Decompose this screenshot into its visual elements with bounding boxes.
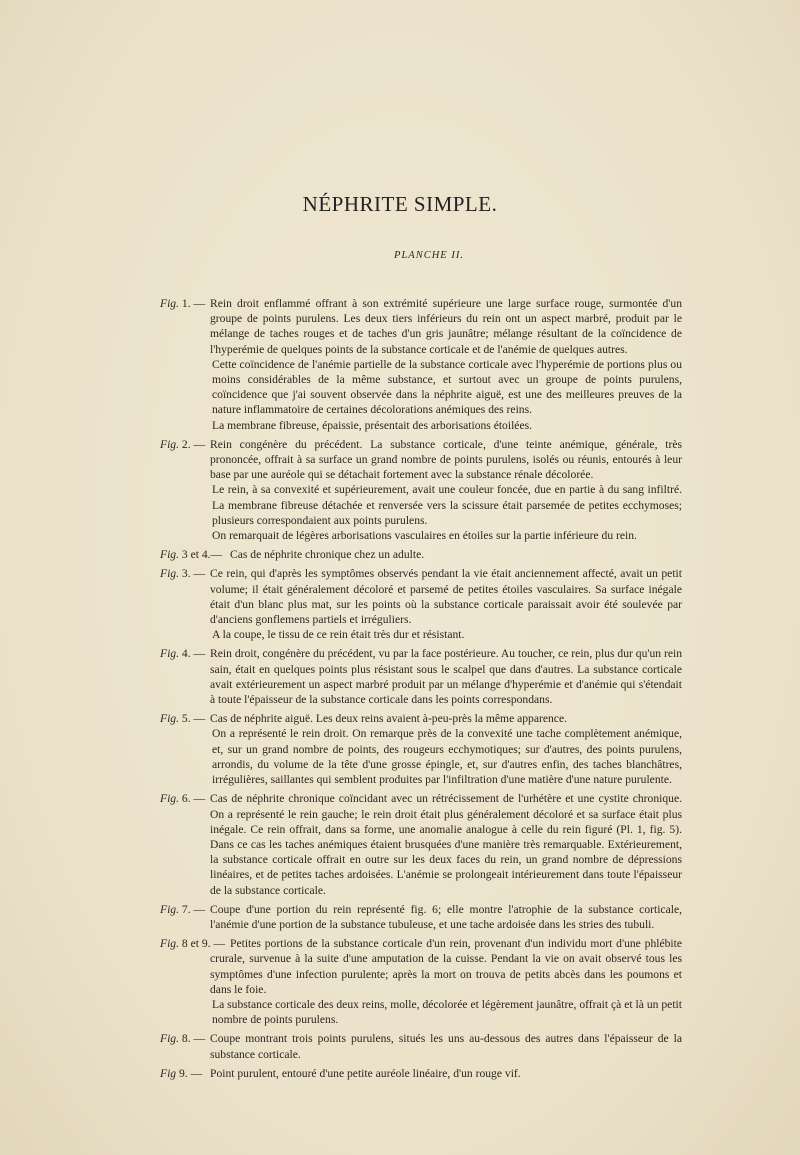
figure-label [160, 547, 222, 562]
figure-paragraph: Point purulent, entouré d'une petite auréole linéaire, d'un rouge vif. [210, 1066, 521, 1080]
figure-abbrev: Fig [160, 1066, 179, 1080]
figure-paragraph: Rein congénère du précédent. La substance corticale, d'une teinte anémique, générale, très prononcée, offrait à sa surface un grand nombre de points purulens, isolés ou réunis, entourés à leur base par une auréole qui se détachait fortement avec la substance rénale décolorée. [210, 437, 682, 482]
figure-paragraph: Coupe montrant trois points purulens, situés les uns au-dessous des autres dans l'épaisseur de la substance corticale. [210, 1032, 682, 1061]
figure-paragraph: La substance corticale des deux reins, molle, décolorée et légèrement jaunâtre, offrait çà et là un petit nombre de points purulens. [212, 997, 682, 1027]
figure-paragraph: On a représenté le rein droit. On remarque près de la convexité une tache complètement anémique, et, sur un grand nombre de points, des rougeurs ecchymotiques; sur d'autres, des points purulens, arrondis, du volume de la tête d'une grosse épingle, et, sur d'autres enfin, des taches blanchâtres, irrégulières, saillantes qui semblent produites par l'infiltration d'une matière d'une nature purulente. [212, 727, 682, 787]
figure-number: 7. — [181, 902, 206, 916]
figure-entry [160, 936, 682, 1027]
figure-entry [160, 791, 682, 897]
figure-paragraph: Petites portions de la substance corticale d'un rein, provenant d'un individu mort d'une phlébite crurale, survenue à la suite d'une amputation de la cuisse. Pendant la vie on avait observé tous les symptômes d'une infection purulente; après la mort on trouva de petits abcès dans les poumons et dans le foie. [210, 937, 682, 996]
figure-label [160, 1066, 202, 1081]
figure-paragraph: A la coupe, le tissu de ce rein était très dur et résistant. [212, 628, 465, 642]
figure-paragraph: Ce rein, qui d'après les symptômes observés pendant la vie était anciennement affecté, avait un petit volume; il était généralement décoloré et parsemé de petites étoiles vasculaires. Sa surface inégale était d'un blanc plus mat, sur les points où la substance corticale paraissait avoir été soulevée par d'anciens gonflemens partiels et irréguliers. [210, 567, 682, 627]
figure-entry [160, 711, 682, 787]
figure-paragraph: Cas de néphrite chronique coïncidant avec un rétrécissement de l'urhétère et une cystite chronique. On a représenté le rein gauche; le rein droit était plus généralement décoloré et sa surface était plus inégale. Ce rein offrait, dans sa forme, une anomalie analogue à celle du rein figuré (Pl. 1, fig. 5). Dans ce cas les taches anémiques étaient brusquées d'une manière très remarquable. Extérieurement, la substance corticale offrait en outre sur les deux faces du rein, un grand nombre de dépressions linéaires, et de petites taches ardoisées. L'anémie se prolongeait intérieurement dans toute l'épaisseur de la substance corticale. [210, 792, 682, 897]
figure-label [160, 902, 205, 917]
figure-entry [160, 296, 682, 433]
figure-number: 1. — [181, 297, 206, 310]
plate-label: PLANCHE II. [394, 250, 464, 261]
figure-abbrev: Fig. [160, 437, 182, 451]
figure-entry [160, 437, 682, 543]
figure-label [160, 711, 205, 726]
figure-number: 8 et 9. — [181, 937, 226, 951]
figure-number: 4. — [181, 647, 206, 661]
figure-label [160, 936, 225, 951]
figure-number: 3. — [181, 567, 206, 581]
figure-abbrev: Fig. [160, 548, 182, 562]
figure-legend [160, 296, 682, 1085]
figure-entry [160, 1031, 682, 1061]
figure-abbrev: Fig. [160, 792, 182, 806]
figure-abbrev: Fig. [160, 1032, 182, 1046]
figure-paragraph: On remarquait de légères arborisations vasculaires en étoiles sur la partie inférieure du rein. [212, 529, 637, 543]
figure-abbrev: Fig. [160, 937, 182, 951]
figure-number: 5. — [181, 712, 206, 726]
figure-paragraph: Cas de néphrite aiguë. Les deux reins avaient à-peu-près la même apparence. [210, 712, 567, 726]
figure-abbrev: Fig. [160, 902, 182, 916]
figure-entry [160, 547, 682, 562]
figure-label [160, 296, 205, 311]
figure-abbrev: Fig. [160, 647, 182, 661]
figure-paragraph: Coupe d'une portion du rein représenté fig. 6; elle montre l'atrophie de la substance corticale, l'anémie d'une portion de la substance tubuleuse, et une tache ardoisée dans les stries des tubuli. [210, 902, 682, 931]
figure-abbrev: Fig. [160, 712, 182, 726]
figure-entry [160, 646, 682, 707]
figure-paragraph: La membrane fibreuse, épaissie, présentait des arborisations étoilées. [212, 418, 532, 432]
figure-entry [160, 566, 682, 642]
figure-paragraph: Le rein, à sa convexité et supérieurement, avait une couleur foncée, due en partie à du sang infiltré. La membrane fibreuse détachée et renversée vers la scissure était parsemée de petites ecchymoses; plusieurs correspondaient aux points purulens. [212, 483, 682, 527]
figure-number: 9. — [179, 1066, 203, 1080]
figure-label [160, 566, 205, 581]
figure-number: 2. — [181, 437, 206, 451]
figure-paragraph: Rein droit enflammé offrant à son extrémité supérieure une large surface rouge, surmontée d'un groupe de points purulens. Les deux tiers inférieurs du rein ont un aspect marbré, produit par le mélange de taches rouges et de taches d'un gris jaunâtre; mélange résultant de la coïncidence de l'hyperémie de quelques points de la substance corticale et de l'anémie de quelques autres. [210, 297, 682, 356]
figure-label [160, 791, 205, 806]
figure-label [160, 437, 205, 452]
figure-abbrev: Fig. [160, 567, 182, 581]
figure-paragraph: Cas de néphrite chronique chez un adulte. [230, 548, 425, 562]
figure-number: 8. — [181, 1032, 206, 1046]
figure-label [160, 646, 205, 661]
figure-paragraph: Cette coïncidence de l'anémie partielle de la substance corticale avec l'hyperémie de portions plus ou moins considérables de la même substance, et surtout avec un groupe de points purulens, coïncidence que j'ai souvent observée dans la néphrite aiguë, est une des meilleures preuves de la nature inflammatoire de certaines décolorations anémiques des reins. [212, 357, 682, 417]
figure-number: 6. — [181, 792, 206, 806]
figure-label [160, 1031, 205, 1046]
figure-number: 3 et 4.— [181, 548, 223, 562]
figure-entry [160, 1066, 682, 1081]
page-title: NÉPHRITE SIMPLE. [302, 192, 498, 216]
figure-abbrev: Fig. [160, 297, 182, 310]
figure-paragraph: Rein droit, congénère du précédent, vu par la face postérieure. Au toucher, ce rein, plus dur qu'un rein sain, était en quelques points plus résistant sous le scalpel que dans d'autres. La substance corticale avait extérieurement un aspect marbré produit par un mélange d'hyperémie et d'anémie qui s'étendait à toute l'épaisseur de la substance corticale dans les points correspondans. [210, 647, 682, 707]
figure-entry [160, 902, 682, 932]
